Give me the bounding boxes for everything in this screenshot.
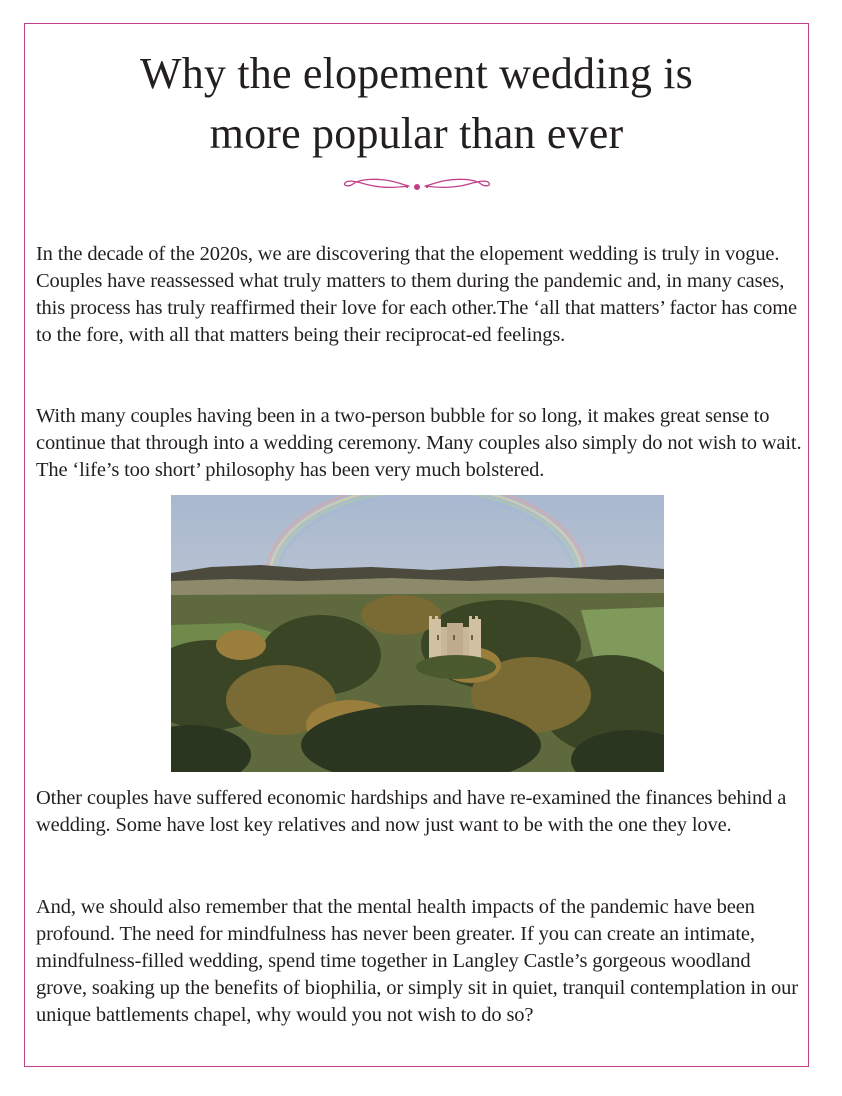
body-paragraph: And, we should also remember that the mental health impacts of the pandemic have been profound. The need for mindfulness has never been greater. If you can create an intimate, mindfulness-filled wedding, spend time together in Langley Castle’s gorgeous woodland grove, soaking up the benefits of biophilia, or simply sit in quiet, tranquil contemplation in our unique battlements chapel, why would you not wish to do so? <box>36 896 798 1026</box>
body-paragraph: In the decade of the 2020s, we are discovering that the elopement wedding is truly in vogue. Couples have reassessed what truly matters to them during the pandemic and, in many cases, this process has truly reaffirmed their love for each other.The ‘all that matters’ factor has come to the fore, with all that matters being their reciprocat-ed feelings. <box>36 243 797 346</box>
title-line-2: more popular than ever <box>209 109 624 158</box>
body-paragraph: With many couples having been in a two-person bubble for so long, it makes great sense to continue that through into a wedding ceremony. Many couples also simply do not wish to wait. The ‘life’s too short’ philosophy has been very much bolstered. <box>36 405 802 481</box>
body-paragraph: Other couples have suffered economic hardships and have re-examined the finances behind a wedding. Some have lost key relatives and now just want to be with the one they love. <box>36 787 787 836</box>
castle-woodland-photo <box>171 495 664 772</box>
flourish-ornament-icon <box>343 172 491 194</box>
page-title <box>24 44 809 164</box>
title-line-1: Why the elopement wedding is <box>139 49 694 98</box>
